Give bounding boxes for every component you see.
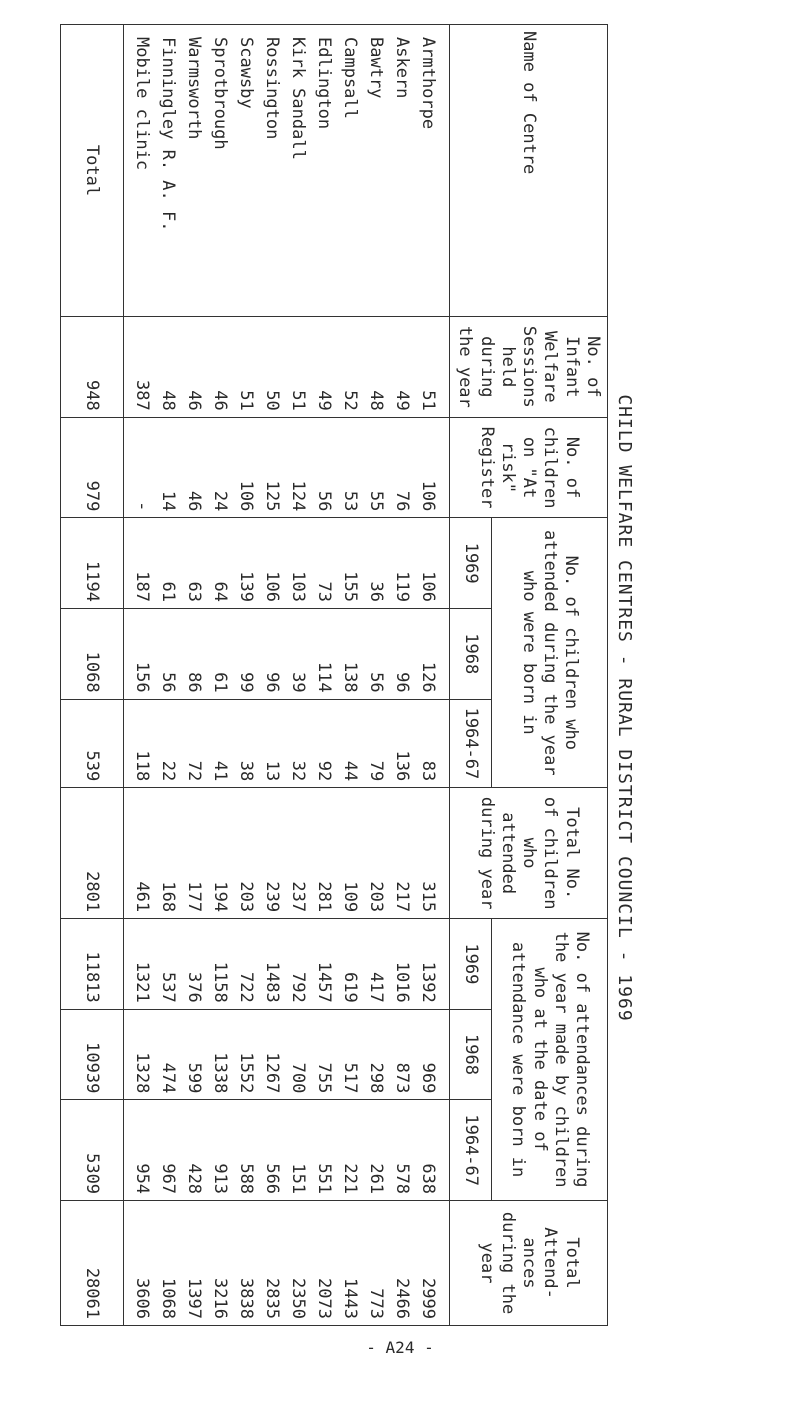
centre-name: Scawsby (236, 37, 257, 109)
table-cell: 2073 (314, 1278, 335, 1319)
table-cell: 203 (366, 881, 387, 913)
page-title: CHILD WELFARE CENTRES - RURAL DISTRICT COUNCIL - 1969 (614, 394, 635, 1022)
attend-1964-67-column (124, 1100, 450, 1201)
table-cell: 52 (340, 390, 361, 411)
total-at-risk: 979 (61, 417, 124, 518)
centre-name: Kirk Sandall (288, 37, 309, 160)
centre-name: Bawtry (366, 37, 387, 99)
at-risk-column (124, 417, 450, 518)
table-cell: 56 (158, 672, 179, 693)
table-cell: 14 (158, 490, 179, 512)
table-cell: 221 (340, 1163, 361, 1195)
table-cell: 118 (132, 750, 153, 782)
centre-name: Mobile clinic (132, 37, 153, 171)
table-cell: 106 (262, 571, 283, 602)
table-cell: 638 (418, 1163, 439, 1195)
table-cell: 155 (340, 571, 361, 602)
table-cell: 755 (314, 1062, 335, 1094)
table-cell: 474 (158, 1062, 179, 1094)
table-cell: 417 (366, 972, 387, 1003)
table-cell: 50 (262, 390, 283, 411)
table-cell: 114 (314, 661, 335, 693)
table-cell: 217 (392, 881, 413, 913)
total-label: Total (61, 25, 124, 317)
table-cell: 967 (158, 1163, 179, 1195)
sessions-column (124, 317, 450, 418)
centre-name: Sprotbrough (210, 37, 231, 150)
table-cell: 53 (340, 490, 361, 512)
header-attend-1964-67: 1964-67 (450, 1100, 492, 1201)
table-cell: 86 (184, 672, 205, 693)
table-cell: 203 (236, 881, 257, 913)
header-total-children: Total No. of children who attended during year (450, 788, 608, 919)
table-cell: 239 (262, 881, 283, 913)
header-children-1969: 1969 (450, 518, 492, 609)
table-cell: 2835 (262, 1278, 283, 1319)
header-children-1964-67: 1964-67 (450, 699, 492, 788)
child-welfare-table (60, 24, 608, 1326)
table-cell: 461 (132, 881, 153, 913)
table-cell: 124 (288, 480, 309, 512)
centre-name: Finningley R. A. F. (158, 37, 179, 232)
table-cell: 194 (210, 881, 231, 913)
table-cell: 156 (132, 661, 153, 693)
table-cell: 73 (314, 581, 335, 602)
table-cell: 106 (236, 480, 257, 512)
children-1969-column (124, 518, 450, 609)
table-cell: 168 (158, 881, 179, 913)
total-children-1969: 1194 (61, 518, 124, 609)
table-cell: 48 (158, 390, 179, 411)
table-cell: 387 (132, 379, 153, 411)
table-cell: 700 (288, 1062, 309, 1094)
table-cell: 1321 (132, 961, 153, 1003)
table-cell: 773 (366, 1288, 387, 1319)
table-cell: 49 (392, 390, 413, 411)
table-cell: 151 (288, 1163, 309, 1195)
children-1968-column (124, 608, 450, 699)
table-cell: 63 (184, 581, 205, 602)
table-cell: 46 (184, 390, 205, 411)
header-at-risk: No. of children on "At risk" Register (450, 417, 608, 518)
table-cell: 136 (392, 750, 413, 782)
table-body-row (124, 25, 450, 1326)
total-attend-1964-67: 5309 (61, 1100, 124, 1201)
table-cell: 99 (236, 672, 257, 693)
table-cell: 1068 (158, 1278, 179, 1319)
table-cell: 1397 (184, 1278, 205, 1319)
table-cell: 96 (392, 672, 413, 693)
header-children-group: No. of children who attended during the year who were born in (492, 518, 608, 788)
total-attend-1969: 11813 (61, 919, 124, 1010)
table-cell: 24 (210, 490, 231, 512)
table-cell: 49 (314, 390, 335, 411)
table-cell: 1552 (236, 1052, 257, 1094)
table-cell: 588 (236, 1163, 257, 1195)
table-container (62, 24, 608, 1326)
table-cell: 578 (392, 1163, 413, 1195)
table-cell: 954 (132, 1163, 153, 1195)
table-cell: 537 (158, 972, 179, 1003)
table-cell: 103 (288, 571, 309, 602)
table-cell: 32 (288, 760, 309, 782)
total-attendances-column (124, 1201, 450, 1326)
centre-name: Edlington (314, 37, 335, 130)
table-cell: 2999 (418, 1278, 439, 1319)
table-cell: 22 (158, 760, 179, 782)
table-cell: 3606 (132, 1278, 153, 1319)
total-children-1964-67: 539 (61, 699, 124, 788)
header-sessions: No. of Infant Welfare Sessions held during the year (450, 317, 608, 418)
table-cell: 36 (366, 581, 387, 602)
table-cell: 2350 (288, 1278, 309, 1319)
total-children-1968: 1068 (61, 608, 124, 699)
table-cell: 298 (366, 1062, 387, 1094)
centre-name: Warmsworth (184, 37, 205, 140)
table-cell: 792 (288, 972, 309, 1003)
attend-1968-column (124, 1009, 450, 1100)
table-cell: 722 (236, 972, 257, 1003)
table-cell: 46 (184, 490, 205, 512)
table-cell: 237 (288, 881, 309, 913)
table-cell: 46 (210, 390, 231, 411)
centre-name: Rossington (262, 37, 283, 140)
table-cell: 517 (340, 1062, 361, 1094)
attend-1969-column (124, 919, 450, 1010)
table-cell: 177 (184, 881, 205, 913)
table-cell: 281 (314, 881, 335, 913)
header-attend-1969: 1969 (450, 919, 492, 1010)
table-cell: 1158 (210, 961, 231, 1003)
table-cell: 126 (418, 661, 439, 693)
header-attend-1968: 1968 (450, 1009, 492, 1100)
table-cell: 41 (210, 760, 231, 782)
header-total-attendances: Total Attend-ances during the year (450, 1201, 608, 1326)
table-cell: 3838 (236, 1278, 257, 1319)
table-cell: 51 (288, 390, 309, 411)
table-cell: 376 (184, 972, 205, 1003)
table-cell: 2466 (392, 1278, 413, 1319)
table-cell: 76 (392, 490, 413, 512)
table-cell: 551 (314, 1163, 335, 1195)
table-cell: 1338 (210, 1052, 231, 1094)
table-cell: 61 (158, 581, 179, 602)
table-cell: 913 (210, 1163, 231, 1195)
header-children-1968: 1968 (450, 608, 492, 699)
table-cell: 92 (314, 760, 335, 782)
table-cell: 1016 (392, 961, 413, 1003)
table-cell: 61 (210, 672, 231, 693)
header-attendances-group: No. of attendances during the year made by children who at the date of attendance were born in (492, 919, 608, 1201)
table-cell: 1443 (340, 1278, 361, 1319)
centre-names-column (124, 25, 450, 317)
table-cell: 44 (340, 760, 361, 782)
table-cell: 83 (418, 760, 439, 782)
table-cell: 187 (132, 571, 153, 602)
table-cell: 13 (262, 760, 283, 782)
table-cell: 125 (262, 480, 283, 512)
table-cell: 55 (366, 490, 387, 512)
table-cell: 969 (418, 1062, 439, 1094)
table-cell: 1483 (262, 961, 283, 1003)
table-cell: 51 (236, 390, 257, 411)
table-cell: 619 (340, 972, 361, 1003)
total-children-all: 2801 (61, 788, 124, 919)
table-cell: 38 (236, 760, 257, 782)
table-cell: 1328 (132, 1052, 153, 1094)
table-cell: 566 (262, 1163, 283, 1195)
centre-name: Armthorpe (418, 37, 439, 130)
table-cell: 138 (340, 661, 361, 693)
table-cell: 96 (262, 672, 283, 693)
table-cell: 56 (314, 490, 335, 512)
table-cell: 109 (340, 881, 361, 913)
table-cell: 873 (392, 1062, 413, 1094)
table-cell: 119 (392, 571, 413, 602)
table-cell: 315 (418, 881, 439, 913)
page-number: - A24 - (366, 1338, 434, 1357)
table-cell: 3216 (210, 1278, 231, 1319)
total-row (61, 25, 124, 1326)
total-children-column (124, 788, 450, 919)
total-attend-1968: 10939 (61, 1009, 124, 1100)
table-cell: 56 (366, 672, 387, 693)
table-cell: 599 (184, 1062, 205, 1094)
table-cell: 1392 (418, 961, 439, 1003)
table-cell: 428 (184, 1163, 205, 1195)
table-cell: 1267 (262, 1052, 283, 1094)
table-cell: 261 (366, 1163, 387, 1195)
total-attendances-all: 28061 (61, 1201, 124, 1326)
centre-name: Askern (392, 37, 413, 99)
table-cell: 139 (236, 571, 257, 602)
table-cell: 106 (418, 480, 439, 512)
children-1964-67-column (124, 699, 450, 788)
table-cell: 51 (418, 390, 439, 411)
table-cell: - (132, 501, 153, 512)
table-cell: 106 (418, 571, 439, 602)
table-cell: 79 (366, 760, 387, 782)
centre-name: Campsall (340, 37, 361, 119)
table-cell: 48 (366, 390, 387, 411)
table-cell: 64 (210, 581, 231, 602)
table-cell: 39 (288, 672, 309, 693)
header-centre: Name of Centre (450, 25, 608, 317)
table-cell: 72 (184, 760, 205, 782)
table-cell: 1457 (314, 961, 335, 1003)
total-sessions: 948 (61, 317, 124, 418)
